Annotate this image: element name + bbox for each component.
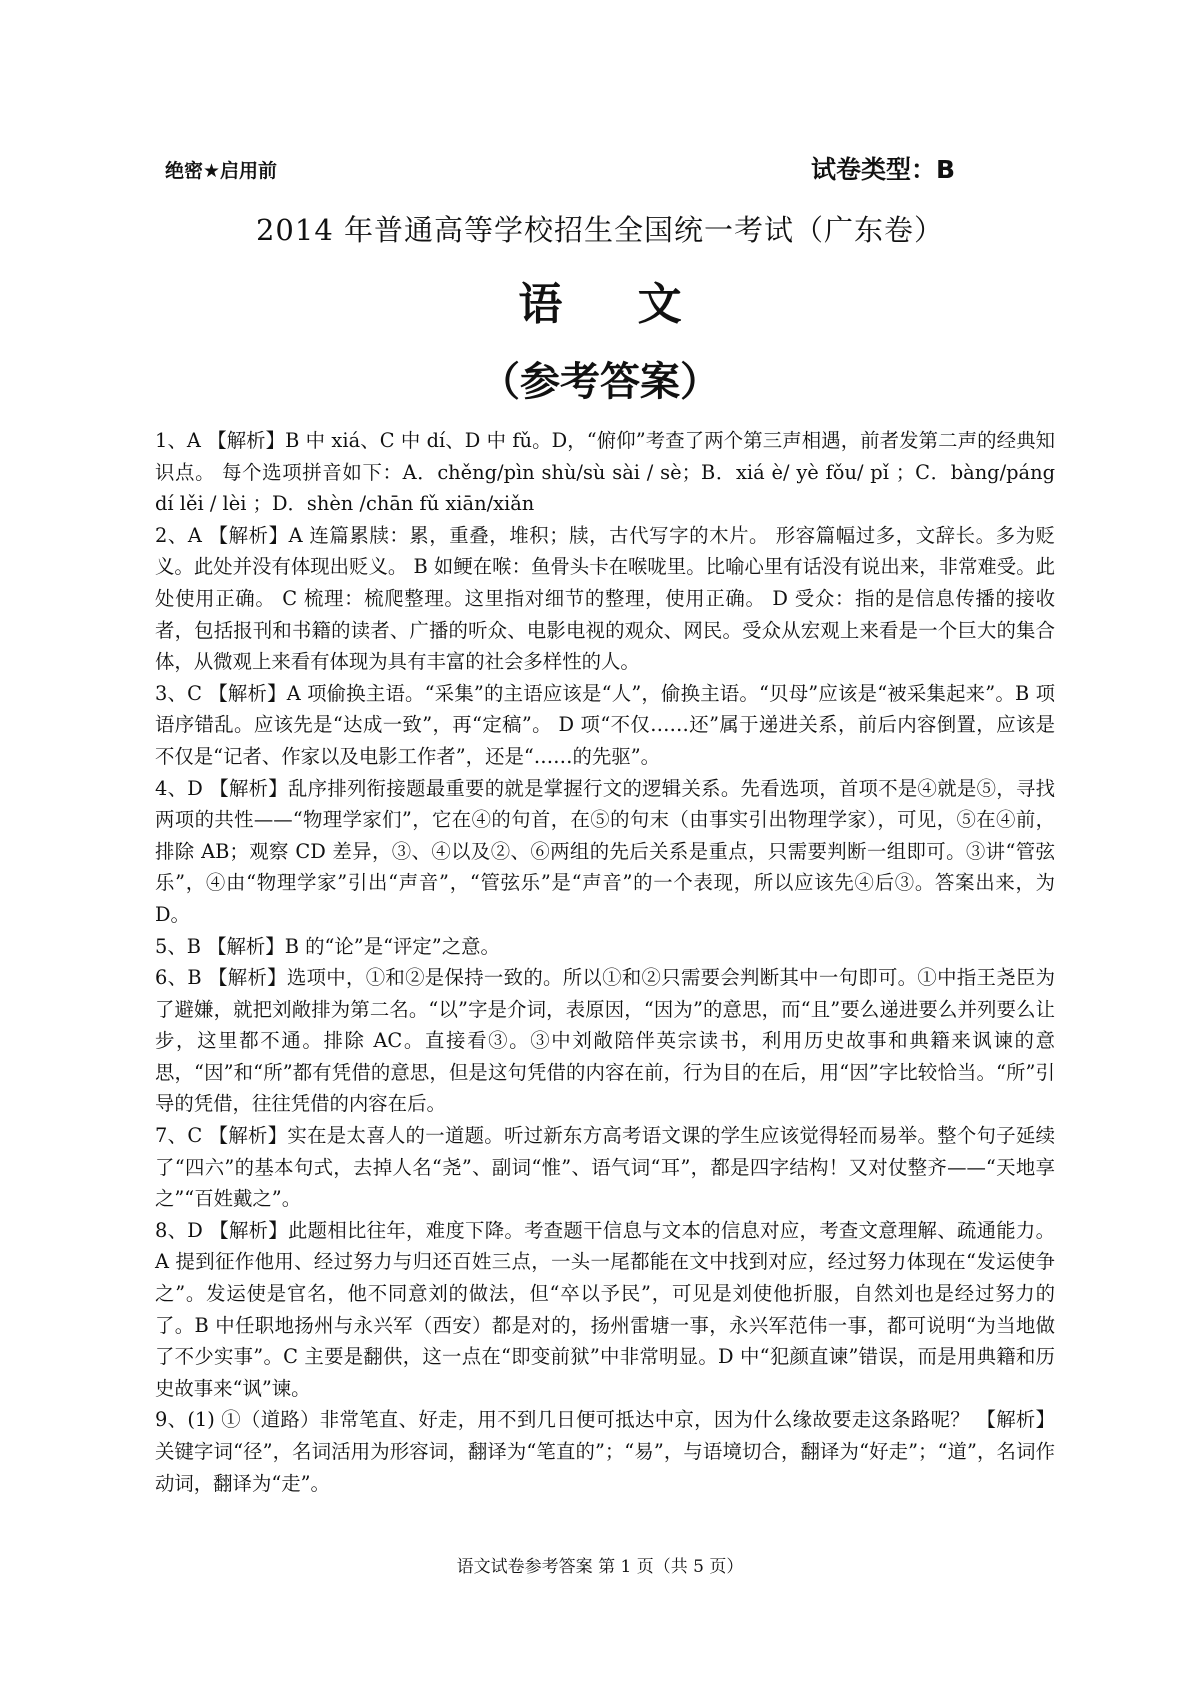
- paper-type-label: 试卷类型：B: [811, 155, 956, 184]
- page-footer: 语文试卷参考答案 第 1 页（共 5 页）: [456, 1557, 744, 1577]
- document-subtitle: （参考答案）: [480, 359, 720, 405]
- answer-5: 5、B 【解析】B 的“论”是“评定”之意。: [155, 934, 500, 958]
- answer-4: 4、D 【解析】乱序排列衔接题最重要的就是掌握行文的逻辑关系。先看选项，首项不是④就是⑤，寻找两项的共性——“物理学家们”，它在④的句首，在⑤的句末（由事实引出物理学家），可见，⑤在④前，排除 AB；观察 CD 差异，③、④以及②、⑥两组的先后关系是重点，只需要判断一组即可。③讲“管弦乐”，④由“物理学家”引出“声音”，“管弦乐”是“声音”的一个表现，所以应该先④后③。答案出来，为 D。: [155, 776, 1055, 926]
- answer-2: 2、A 【解析】A 连篇累牍：累，重叠，堆积；牍，古代写字的木片。 形容篇幅过多，文辞长。多为贬义。此处并没有体现出贬义。 B 如鲠在喉：鱼骨头卡在喉咙里。比喻心里有话没有说出来，非常难受。此处使用正确。 C 梳理：梳爬整理。这里指对细节的整理，使用正确。 D 受众：指的是信息传播的接收者，包括报刊和书籍的读者、广播的听众、电影电视的观众、网民。受众从宏观上来看是一个巨大的集合体，从微观上来看有体现为具有丰富的社会多样性的人。: [155, 523, 1055, 674]
- answer-list: [155, 425, 1055, 1499]
- confidential-label: 绝密★启用前: [165, 160, 278, 182]
- answer-7: 7、C 【解析】实在是太喜人的一道题。听过新东方高考语文课的学生应该觉得轻而易举。整个句子延续了“四六”的基本句式，去掉人名“尧”、副词“惟”、语气词“耳”，都是四字结构！又对仗整齐——“天地享之”“百姓戴之”。: [155, 1124, 1055, 1211]
- answer-9: 9、(1) ①（道路）非常笔直、好走，用不到几日便可抵达中京，因为什么缘故要走这条路呢？ 【解析】关键字词“径”，名词活用为形容词，翻译为“笔直的”；“易”，与语境切合，翻译为“好走”；“道”，名词作动词，翻译为“走”。: [155, 1408, 1055, 1495]
- answer-1: 1、A 【解析】B 中 xiá、C 中 dí、D 中 fǔ。D，“俯仰”考查了两个第三声相遇，前者发第二声的经典知识点。 每个选项拼音如下：A．chěng/pìn shù/sù sài / sè；B．xiá è/ yè fǒu/ pǐ ；C．bàng/páng dí lěi / lèi ；D．shèn /chān fǔ xiān/xiǎn: [155, 429, 1055, 516]
- answer-3: 3、C 【解析】A 项偷换主语。“采集”的主语应该是“人”，偷换主语。“贝母”应该是“被采集起来”。B 项语序错乱。应该先是“达成一致”，再“定稿”。 D 项“不仅……还”属于递进关系，前后内容倒置，应该是不仅是“记者、作家以及电影工作者”，还是“……的先驱”。: [155, 681, 1055, 768]
- answer-6: 6、B 【解析】选项中，①和②是保持一致的。所以①和②只需要会判断其中一句即可。①中指王尧臣为了避嫌，就把刘敞排为第二名。“以”字是介词，表原因，“因为”的意思，而“且”要么递进要么并列要么让步，这里都不通。排除 AC。直接看③。③中刘敞陪伴英宗读书，利用历史故事和典籍来讽谏的意思，“因”和“所”都有凭借的意思，但是这句凭借的内容在前，行为目的在后，用“因”字比较恰当。“所”引导的凭借，往往凭借的内容在后。: [155, 966, 1055, 1116]
- exam-title: 2014 年普通高等学校招生全国统一考试（广东卷）: [255, 213, 945, 247]
- answer-8: 8、D 【解析】此题相比往年，难度下降。考查题干信息与文本的信息对应，考查文意理解、疏通能力。A 提到征作他用、经过努力与归还百姓三点，一头一尾都能在文中找到对应，经过努力体现在“发运使争之”。发运使是官名，他不同意刘的做法，但“卒以予民”，可见是刘使他折服，自然刘也是经过努力的了。B 中任职地扬州与永兴军（西安）都是对的，扬州雷塘一事，永兴军范伟一事，都可说明“为当地做了不少实事”。C 主要是翻供，这一点在“即变前狱”中非常明显。D 中“犯颜直谏”错误，而是用典籍和历史故事来“讽”谏。: [155, 1218, 1055, 1400]
- subject-title: 语 文: [518, 279, 682, 330]
